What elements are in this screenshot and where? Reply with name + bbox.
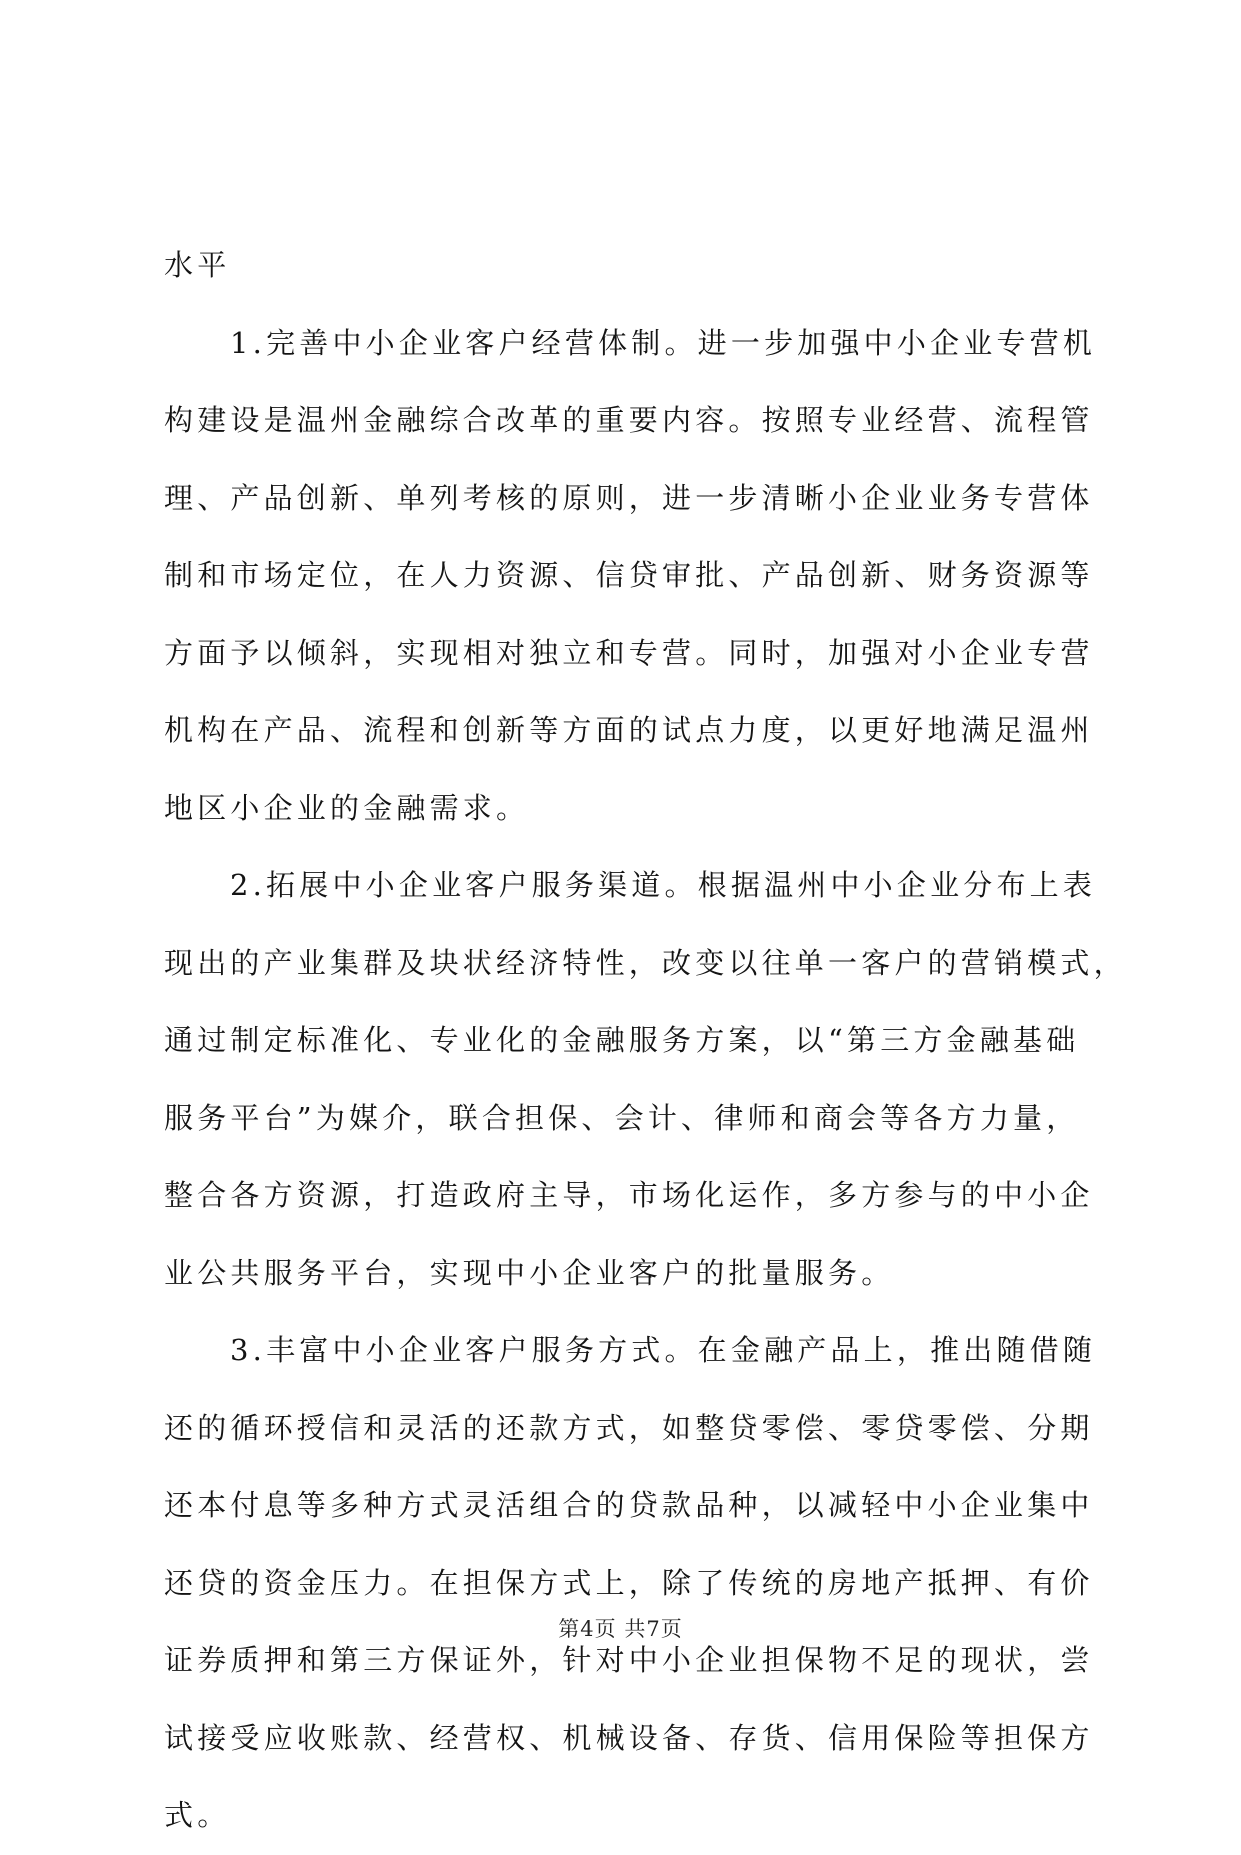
text-line: 制和市场定位，在人力资源、信贷审批、产品创新、财务资源等 (164, 558, 1094, 592)
text-line: 式。 (164, 1798, 231, 1832)
text-line: 整合各方资源，打造政府主导，市场化运作，多方参与的中小企 (164, 1178, 1094, 1212)
text-line: 试接受应收账款、经营权、机械设备、存货、信用保险等担保方 (164, 1720, 1094, 1755)
text-line: 方面予以倾斜，实现相对独立和专营。同时，加强对小企业专营 (164, 635, 1094, 670)
text-line: 现出的产业集群及块状经济特性，改变以往单一客户的营销模式， (164, 945, 1127, 980)
text-line: 还贷的资金压力。在担保方式上，除了传统的房地产抵押、有价 (164, 1565, 1094, 1600)
text-line: 理、产品创新、单列考核的原则，进一步清晰小企业业务专营体 (164, 480, 1094, 515)
text-line: 3.丰富中小企业客户服务方式。在金融产品上，推出随借随 (230, 1333, 1097, 1367)
text-line: 构建设是温州金融综合改革的重要内容。按照专业经营、流程管 (164, 403, 1094, 437)
text-line: 地区小企业的金融需求。 (164, 790, 530, 825)
text-line: 机构在产品、流程和创新等方面的试点力度，以更好地满足温州 (164, 713, 1094, 747)
text-line: 服务平台”为媒介，联合担保、会计、律师和商会等各方力量， (164, 1100, 1080, 1135)
text-line: 业公共服务平台，实现中小企业客户的批量服务。 (164, 1255, 895, 1290)
text-line: 通过制定标准化、专业化的金融服务方案，以“第三方金融基础 (164, 1023, 1080, 1057)
text-line: 1.完善中小企业客户经营体制。进一步加强中小企业专营机 (230, 325, 1097, 360)
text-line: 水平 (164, 248, 231, 282)
text-line: 还的循环授信和灵活的还款方式，如整贷零偿、零贷零偿、分期 (164, 1410, 1094, 1445)
body-text (164, 227, 1127, 1855)
text-line: 2.拓展中小企业客户服务渠道。根据温州中小企业分布上表 (230, 868, 1097, 902)
text-line: 还本付息等多种方式灵活组合的贷款品种，以减轻中小企业集中 (164, 1488, 1094, 1522)
text-line: 证券质押和第三方保证外，针对中小企业担保物不足的现状，尝 (164, 1643, 1094, 1677)
page-number-footer: 第4页 共7页 (558, 1617, 683, 1641)
